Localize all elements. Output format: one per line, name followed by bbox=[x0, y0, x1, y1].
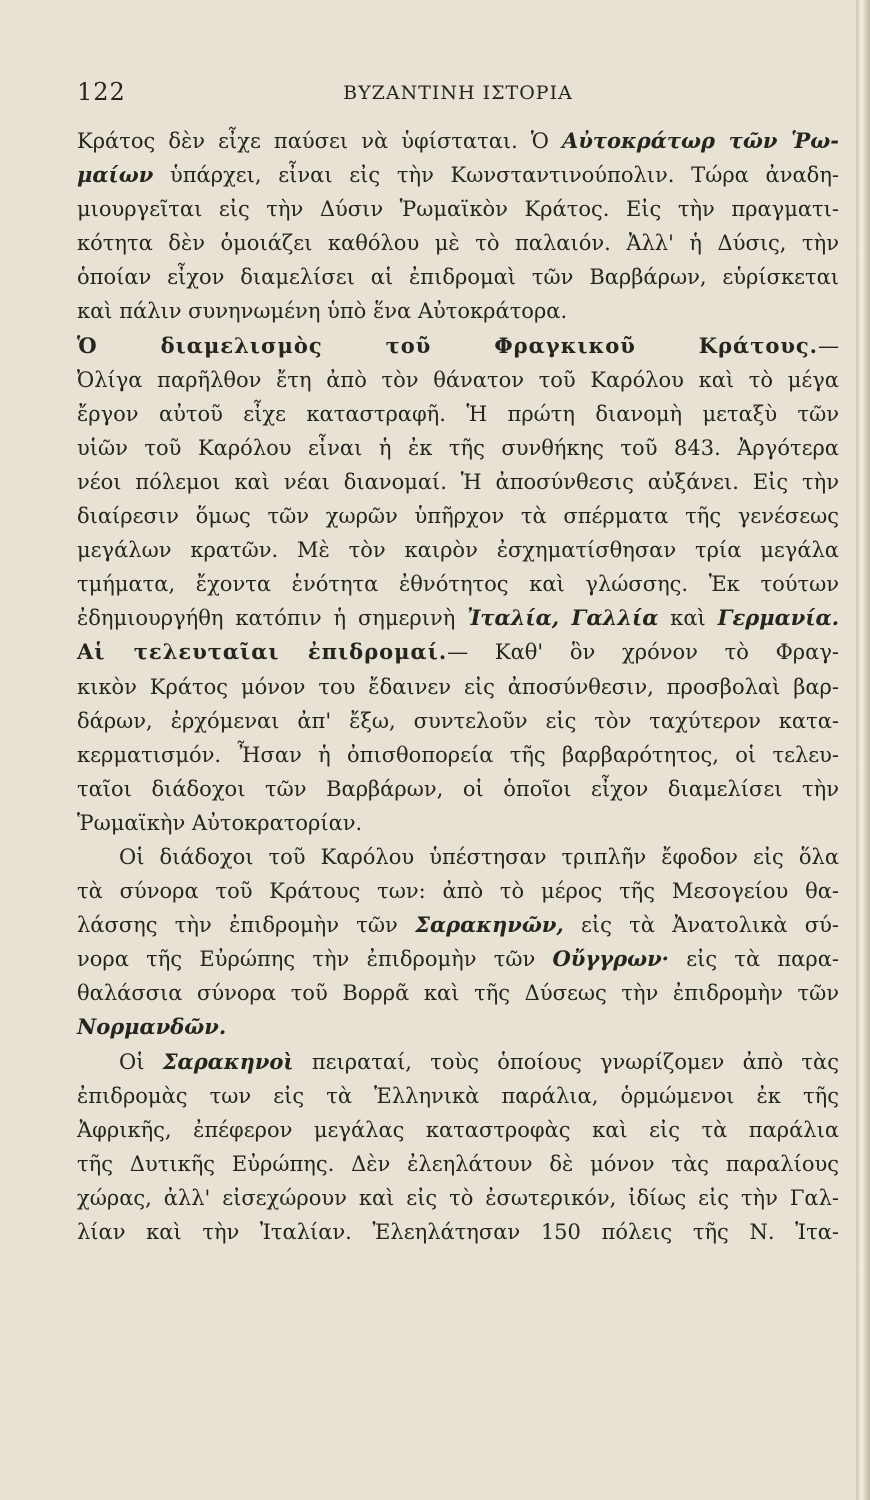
emphasis: Οὔγγρων· bbox=[552, 946, 669, 972]
text-line: νορα τῆς Εὐρώπης τὴν ἐπιδρομὴν τῶν Οὔγγρων· εἰς τὰ παρα- bbox=[77, 946, 839, 972]
page-edge bbox=[856, 0, 870, 1500]
emphasis: Σαρακηνοὶ bbox=[162, 1048, 294, 1074]
page-number: 122 bbox=[77, 78, 126, 106]
text-line: τὰ σύνορα τοῦ Κράτους των: ἀπὸ τὸ μέρος τῆς Μεσογείου θα- bbox=[77, 879, 839, 904]
text-line: μιουργεῖται εἰς τὴν Δύσιν Ῥωμαϊκὸν Κράτος. Εἰς τὴν πραγματι- bbox=[77, 197, 839, 222]
text-line: Ὀλίγα παρῆλθον ἔτη ἀπὸ τὸν θάνατον τοῦ Καρόλου καὶ τὸ μέγα bbox=[77, 367, 839, 392]
text-line: χώρας, ἀλλ' εἰσεχώρουν καὶ εἰς τὸ ἐσωτερικόν, ἰδίως εἰς τὴν Γαλ- bbox=[77, 1185, 839, 1210]
emphasis: Αὐτοκράτωρ τῶν Ῥω- bbox=[562, 128, 839, 153]
text-line: Κράτος δὲν εἶχε παύσει νὰ ὑφίσταται. Ὁ Αὐτοκράτωρ τῶν Ῥω- bbox=[77, 128, 839, 153]
text-line: Οἱ Σαρακηνοὶ πειραταί, τοὺς ὁποίους γνωρίζομεν ἀπὸ τὰς bbox=[119, 1048, 839, 1074]
section-heading-title: Αἱ τελευταῖαι ἐπιδρομαί. bbox=[77, 639, 448, 665]
text-line bbox=[77, 1010, 839, 1044]
emphasis: Γερμανία. bbox=[717, 605, 840, 631]
text-line: μαίων ὑπάρχει, εἶναι εἰς τὴν Κωνσταντινούπολιν. Τώρα ἀναδη- bbox=[77, 162, 839, 188]
text-line: Οἱ διάδοχοι τοῦ Καρόλου ὑπέστησαν τριπλῆν ἔφοδον εἰς ὅλα bbox=[119, 844, 839, 869]
section-heading: Αἱ τελευταῖαι ἐπιδρομαί.— Καθ' ὃν χρόνον τὸ Φραγ- bbox=[77, 639, 839, 665]
text-line: διαίρεσιν ὅμως τῶν χωρῶν ὑπῆρχον τὰ σπέρματα τῆς γενέσεως bbox=[77, 504, 839, 529]
text-line: μεγάλων κρατῶν. Μὲ τὸν καιρὸν ἐσχηματίσθησαν τρία μεγάλα bbox=[77, 538, 839, 563]
text-line: ἐδημιουργήθη κατόπιν ἡ σημερινὴ Ἰταλία, Γαλλία καὶ Γερμανία. bbox=[77, 605, 840, 631]
text-line: κικὸν Κράτος μόνον του ἔδαινεν εἰς ἀποσύνθεσιν, προσβολαὶ βαρ- bbox=[77, 674, 839, 699]
text-line: ταῖοι διάδοχοι τῶν Βαρβάρων, οἱ ὁποῖοι εἶχον διαμελίσει τὴν bbox=[77, 776, 839, 801]
section-heading: Ὁ διαμελισμὸς τοῦ Φραγκικοῦ Κράτους.— bbox=[77, 332, 839, 358]
text-line: καὶ πάλιν συνηνωμένη ὑπὸ ἕνα Αὐτοκράτορα. bbox=[77, 299, 568, 324]
running-title: ΒΥΖΑΝΤΙΝΗ ΙΣΤΟΡΙΑ bbox=[343, 82, 573, 104]
emphasis: Σαρακηνῶν, bbox=[415, 912, 564, 938]
text-line: δάρων, ἐρχόμεναι ἀπ' ἔξω, συντελοῦν εἰς τὸν ταχύτερον κατα- bbox=[77, 708, 839, 733]
text-line: ἐπιδρομὰς των εἰς τὰ Ἑλληνικὰ παράλια, ὁρμώμενοι ἐκ τῆς bbox=[77, 1083, 839, 1108]
text-line: θαλάσσια σύνορα τοῦ Βορρᾶ καὶ τῆς Δύσεως τὴν ἐπιδρομὴν τῶν bbox=[77, 981, 839, 1006]
text-line: ἔργον αὐτοῦ εἶχε καταστραφῆ. Ἡ πρώτη διανομὴ μεταξὺ τῶν bbox=[77, 401, 839, 426]
section-heading-title: Ὁ διαμελισμὸς τοῦ Φραγκικοῦ Κράτους. bbox=[77, 332, 818, 358]
text-line: υἱῶν τοῦ Καρόλου εἶναι ἡ ἐκ τῆς συνθήκης τοῦ 843. Ἀργότερα bbox=[77, 435, 839, 460]
text-line: λίαν καὶ τὴν Ἰταλίαν. Ἐλεηλάτησαν 150 πόλεις τῆς Ν. Ἰτα- bbox=[77, 1220, 839, 1244]
text-line: κερματισμόν. Ἦσαν ἡ ὀπισθοπορεία τῆς βαρβαρότητος, οἱ τελευ- bbox=[77, 742, 839, 767]
text-line: νέοι πόλεμοι καὶ νέαι διανομαί. Ἡ ἀποσύνθεσις αὐξάνει. Εἰς τὴν bbox=[77, 469, 839, 494]
text-line: Ῥωμαϊκὴν Αὐτοκρατορίαν. bbox=[77, 810, 363, 835]
emphasis: Νορμανδῶν. bbox=[77, 1014, 227, 1040]
emphasis: Ἰταλία, Γαλλία bbox=[467, 605, 659, 631]
text-line: Ἀφρικῆς, ἐπέφερον μεγάλας καταστροφὰς καὶ εἰς τὰ παράλια bbox=[77, 1117, 839, 1142]
text-line: κότητα δὲν ὁμοιάζει καθόλου μὲ τὸ παλαιόν. Ἀλλ' ἡ Δύσις, τὴν bbox=[77, 231, 839, 256]
text-line: λάσσης τὴν ἐπιδρομὴν τῶν Σαρακηνῶν, εἰς τὰ Ἀνατολικὰ σύ- bbox=[77, 912, 839, 938]
emphasis: μαίων bbox=[77, 162, 154, 188]
page-body bbox=[77, 124, 839, 1249]
text-line: τμήματα, ἔχοντα ἑνότητα ἐθνότητος καὶ γλώσσης. Ἐκ τούτων bbox=[77, 572, 839, 597]
text-line: τῆς Δυτικῆς Εὐρώπης. Δὲν ἐλεηλάτουν δὲ μόνον τὰς παραλίους bbox=[77, 1151, 839, 1176]
page-header bbox=[77, 78, 839, 112]
text-line: ὁποίαν εἶχον διαμελίσει αἱ ἐπιδρομαὶ τῶν Βαρβάρων, εὑρίσκεται bbox=[77, 265, 839, 290]
